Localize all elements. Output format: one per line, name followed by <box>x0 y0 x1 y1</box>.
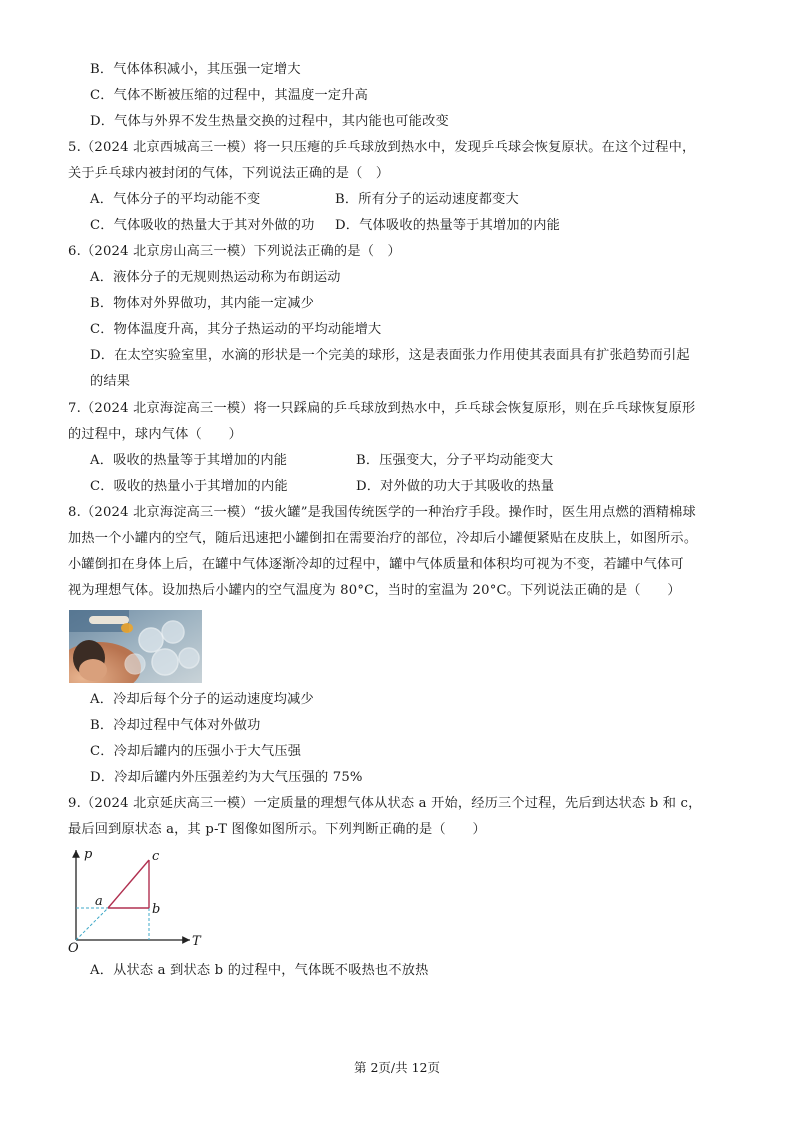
origin-label: O <box>68 941 79 954</box>
q9-stem-line2: 最后回到原状态 a，其 p-T 图像如图所示。下列判断正确的是（ ） <box>68 822 486 837</box>
q4-option-c: C．气体不断被压缩的过程中，其温度一定升高 <box>90 88 369 103</box>
q5-option-b: B．所有分子的运动速度都变大 <box>335 192 519 207</box>
q5-option-d: D．气体吸收的热量等于其增加的内能 <box>335 218 560 233</box>
axis-label-p: p <box>84 847 93 862</box>
page-footer: 第 2页/共 12页 <box>353 1060 441 1075</box>
q7-stem-line1: 7.（2024 北京海淀高三一模）将一只踩扁的乒乓球放到热水中，乒乓球会恢复原形，则在乒乓球恢复原形 <box>68 401 696 416</box>
q6-option-d-cont: 的结果 <box>90 374 131 389</box>
dash-origin-a <box>76 908 108 940</box>
q5-option-a: A．气体分子的平均动能不变 <box>90 192 261 207</box>
axis-label-t: T <box>192 934 201 949</box>
q8-stem-line3: 小罐倒扣在身体上后，在罐中气体逐渐冷却的过程中，罐中气体质量和体积均可视为不变，若罐中气体可 <box>68 557 684 572</box>
q7-option-c: C．吸收的热量小于其增加的内能 <box>90 479 288 494</box>
q8-stem-line4: 视为理想气体。设加热后小罐内的空气温度为 80°C，当时的室温为 20°C。下列说法正确的是（ ） <box>68 583 681 598</box>
point-label-a: a <box>95 894 103 909</box>
q5-stem-line1: 5.（2024 北京西城高三一模）将一只压瘪的乒乓球放到热水中，发现乒乓球会恢复原状。在这个过程中， <box>68 140 696 155</box>
point-label-c: c <box>152 849 160 864</box>
q8-option-b: B．冷却过程中气体对外做功 <box>90 718 261 733</box>
q9-stem-line1: 9.（2024 北京延庆高三一模）一定质量的理想气体从状态 a 开始，经历三个过程，先后到达状态 b 和 c， <box>68 796 702 811</box>
p-t-graph <box>64 842 204 954</box>
q7-option-a: A．吸收的热量等于其增加的内能 <box>90 453 288 468</box>
point-label-b: b <box>152 902 161 917</box>
q6-option-c: C．物体温度升高，其分子热运动的平均动能增大 <box>90 322 382 337</box>
q6-option-a: A．液体分子的无规则热运动称为布朗运动 <box>90 270 341 285</box>
q9-option-a: A．从状态 a 到状态 b 的过程中，气体既不吸热也不放热 <box>90 963 429 978</box>
q8-stem-line1: 8.（2024 北京海淀高三一模）“拔火罐”是我国传统医学的一种治疗手段。操作时，医生用点燃的酒精棉球 <box>68 505 696 520</box>
line-ca <box>108 860 149 908</box>
q5-option-c: C．气体吸收的热量大于其对外做的功 <box>90 218 315 233</box>
q8-option-a: A．冷却后每个分子的运动速度均减少 <box>90 692 314 707</box>
q6-option-d: D．在太空实验室里，水滴的形状是一个完美的球形，这是表面张力作用使其表面具有扩张趋势而引起 <box>90 348 690 363</box>
q6-stem: 6.（2024 北京房山高三一模）下列说法正确的是（ ） <box>68 244 401 259</box>
q7-stem-line2: 的过程中，球内气体（ ） <box>68 427 243 442</box>
q6-option-b: B．物体对外界做功，其内能一定减少 <box>90 296 315 311</box>
q8-stem-line2: 加热一个小罐内的空气，随后迅速把小罐倒扣在需要治疗的部位，冷却后小罐便紧贴在皮肤上，如图所示。 <box>68 531 698 546</box>
q5-stem-line2: 关于乒乓球内被封闭的气体，下列说法正确的是（ ） <box>68 166 390 181</box>
q7-option-b: B．压强变大，分子平均动能变大 <box>356 453 554 468</box>
q7-option-d: D．对外做的功大于其吸收的热量 <box>356 479 555 494</box>
q8-option-c: C．冷却后罐内的压强小于大气压强 <box>90 744 302 759</box>
q4-option-d: D．气体与外界不发生热量交换的过程中，其内能也可能改变 <box>90 114 449 129</box>
cupping-photo <box>69 610 202 683</box>
q8-option-d: D．冷却后罐内外压强差约为大气压强的 75% <box>90 770 363 785</box>
q4-option-b: B．气体体积减小，其压强一定增大 <box>90 62 301 77</box>
